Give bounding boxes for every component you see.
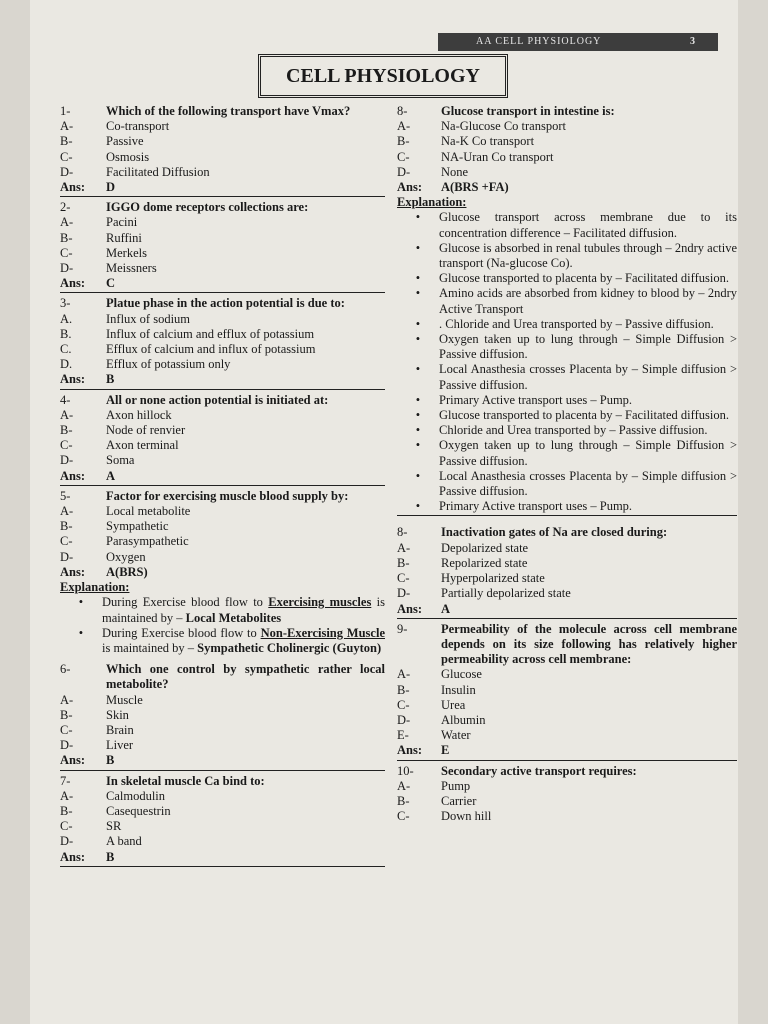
option-text: Calmodulin: [106, 788, 166, 803]
explanation-bullet: [397, 332, 737, 362]
option-row: [397, 794, 737, 809]
option-text: Carrier: [441, 793, 477, 808]
chapter-header-bar: [438, 33, 718, 51]
question-text: Inactivation gates of Na are closed during:: [441, 525, 668, 540]
option-label: A-: [60, 504, 74, 519]
bullet-text: Glucose transported to placenta by – Facilitated diffusion.: [439, 271, 729, 286]
explanation-bullet: [397, 408, 737, 423]
option-row: [397, 586, 737, 601]
option-text: Local metabolite: [106, 504, 191, 519]
bullet-text: Chloride and Urea transported by – Passive diffusion.: [439, 423, 708, 438]
bullet-dot: •: [415, 210, 421, 225]
option-text: Sympathetic: [106, 519, 169, 534]
divider: [397, 760, 737, 761]
divider: [60, 389, 385, 390]
question-text: Which of the following transport have Vmax?: [106, 104, 351, 118]
option-text: Down hill: [441, 809, 492, 824]
option-row: [60, 708, 385, 723]
option-label: A-: [60, 407, 74, 422]
option-label: C-: [397, 809, 410, 824]
option-label: B-: [60, 707, 73, 722]
answer-value: A: [441, 601, 451, 616]
option-row: [60, 534, 385, 549]
explanation-bullet: [397, 469, 737, 499]
option-label: D-: [60, 261, 74, 276]
divider: [397, 515, 737, 516]
option-label: C-: [397, 571, 410, 586]
option-label: A-: [397, 119, 411, 134]
option-label: C-: [60, 149, 73, 164]
answer-value: E: [441, 743, 450, 758]
explanation-bullet: [397, 438, 737, 468]
bullet-dot: •: [415, 468, 421, 483]
explanation-label: Explanation:: [60, 580, 130, 595]
question-number: 3-: [60, 296, 71, 311]
option-label: C.: [60, 342, 72, 357]
bullet-text: Local Anasthesia crosses Placenta by – Simple diffusion > Passive diffusion.: [439, 468, 737, 499]
answer-row: [60, 753, 385, 768]
option-row: [60, 150, 385, 165]
option-text: Influx of calcium and efflux of potassium: [106, 326, 315, 341]
answer-value: C: [106, 276, 116, 291]
explanation-bullet: [60, 595, 385, 625]
answer-row: [60, 372, 385, 387]
option-row: [397, 713, 737, 728]
bullet-text: Glucose transport across membrane due to its concentration difference – Facilitated diffusion.: [439, 210, 737, 240]
right-column: [397, 104, 737, 824]
bullet-dot: •: [415, 438, 421, 453]
option-row: [60, 693, 385, 708]
option-text: Passive: [106, 134, 144, 149]
option-text: Co-transport: [106, 119, 170, 134]
bullet-dot: •: [415, 240, 421, 255]
divider: [60, 292, 385, 293]
option-text: SR: [106, 819, 122, 834]
option-text: Facilitated Diffusion: [106, 164, 210, 179]
answer-label: Ans:: [60, 564, 86, 579]
answer-row: [60, 850, 385, 865]
option-label: D-: [60, 453, 74, 468]
option-label: D-: [397, 586, 411, 601]
option-row: [60, 408, 385, 423]
question-row: [60, 200, 385, 215]
text: is maintained by –: [102, 595, 385, 625]
question-number: 5-: [60, 488, 71, 503]
question-text: Glucose transport in intestine is:: [441, 104, 615, 118]
bullet-text: . Chloride and Urea transported by – Passive diffusion.: [439, 316, 714, 331]
option-text: A band: [106, 834, 142, 849]
underlined-text: Non-Exercising Muscle: [260, 625, 385, 640]
bullet-text: Primary Active transport uses – Pump.: [439, 499, 633, 514]
bold-text: Sympathetic Cholinergic (Guyton): [197, 640, 382, 655]
option-text: Oxygen: [106, 549, 146, 564]
option-row: [397, 779, 737, 794]
option-text: Axon terminal: [106, 438, 179, 453]
option-text: Efflux of potassium only: [106, 357, 231, 372]
explanation-bullet: [397, 317, 737, 332]
option-text: Muscle: [106, 692, 143, 707]
option-label: B-: [397, 134, 410, 149]
option-row: [60, 165, 385, 180]
divider: [60, 770, 385, 771]
option-text: Albumin: [441, 712, 486, 727]
explanation-bullet: [397, 423, 737, 438]
explanation-bullet: [397, 286, 737, 316]
option-text: Skin: [106, 707, 129, 722]
option-text: Repolarized state: [441, 555, 528, 570]
question-row: [60, 104, 385, 119]
option-text: Osmosis: [106, 149, 150, 164]
option-row: [397, 809, 737, 824]
question-row: [397, 104, 737, 119]
question-row: [60, 393, 385, 408]
option-label: C-: [60, 438, 73, 453]
option-label: B-: [397, 793, 410, 808]
option-text: Depolarized state: [441, 540, 529, 555]
option-row: [60, 438, 385, 453]
option-row: [60, 804, 385, 819]
option-text: Partially depolarized state: [441, 586, 571, 601]
answer-label: Ans:: [60, 468, 86, 483]
option-label: A-: [60, 215, 74, 230]
bullet-dot: •: [415, 392, 421, 407]
answer-value: B: [106, 372, 115, 387]
option-text: NA-Uran Co transport: [441, 149, 554, 164]
question-number: 8-: [397, 104, 408, 118]
question-number: 2-: [60, 200, 71, 215]
bullet-dot: •: [415, 271, 421, 286]
option-row: [60, 423, 385, 438]
answer-label: Ans:: [60, 849, 86, 864]
option-row: [60, 453, 385, 468]
bullet-text: Primary Active transport uses – Pump.: [439, 392, 633, 407]
option-text: Axon hillock: [106, 407, 172, 422]
explanation-bullet: [397, 393, 737, 408]
bullet-dot: •: [415, 423, 421, 438]
option-label: C-: [60, 722, 73, 737]
option-row: [60, 134, 385, 149]
answer-row: [60, 180, 385, 195]
bullet-text: Local Anasthesia crosses Placenta by – Simple diffusion > Passive diffusion.: [439, 362, 737, 392]
option-row: [60, 231, 385, 246]
option-label: A-: [397, 540, 411, 555]
answer-label: Ans:: [60, 372, 86, 387]
option-text: Glucose: [441, 667, 482, 682]
option-row: [60, 357, 385, 372]
bullet-dot: •: [415, 362, 421, 377]
option-label: C-: [397, 697, 410, 712]
option-label: B-: [60, 230, 73, 245]
question-number: 8-: [397, 525, 408, 540]
explanation-bullet: [397, 241, 737, 271]
bullet-dot: •: [78, 625, 84, 640]
option-label: C-: [397, 149, 410, 164]
option-row: [60, 738, 385, 753]
option-row: [60, 327, 385, 342]
question-row: [60, 662, 385, 692]
question-text: IGGO dome receptors collections are:: [106, 200, 309, 215]
page-title: CELL PHYSIOLOGY: [258, 54, 508, 98]
option-text: Hyperpolarized state: [441, 571, 545, 586]
answer-label: Ans:: [397, 743, 423, 758]
option-row: [60, 550, 385, 565]
option-text: Parasympathetic: [106, 534, 189, 549]
option-row: [60, 789, 385, 804]
option-row: [397, 119, 737, 134]
bullet-text: [102, 595, 385, 625]
option-text: Efflux of calcium and influx of potassium: [106, 342, 316, 357]
option-label: C-: [60, 534, 73, 549]
bullet-dot: •: [415, 332, 421, 347]
option-label: D-: [60, 164, 74, 179]
option-label: D.: [60, 357, 73, 372]
option-text: Brain: [106, 722, 134, 737]
question-number: 9-: [397, 621, 408, 636]
option-row: [60, 819, 385, 834]
option-row: [60, 215, 385, 230]
option-row: [60, 119, 385, 134]
explanation-bullet: [397, 362, 737, 392]
question-row: [397, 525, 737, 540]
bullet-dot: •: [415, 286, 421, 301]
divider: [60, 866, 385, 867]
option-row: [397, 541, 737, 556]
bullet-text: [102, 626, 385, 656]
answer-row: [60, 565, 385, 580]
answer-value: B: [106, 849, 115, 864]
question-number: 4-: [60, 392, 71, 407]
option-text: Pacini: [106, 215, 138, 230]
bullet-dot: •: [415, 499, 421, 514]
explanation-bullet: [397, 271, 737, 286]
bullet-dot: •: [415, 316, 421, 331]
option-label: D-: [60, 738, 74, 753]
option-label: B-: [60, 134, 73, 149]
option-row: [397, 150, 737, 165]
option-text: Water: [441, 728, 471, 743]
chapter-title: AA CELL PHYSIOLOGY: [476, 36, 602, 47]
option-label: E-: [397, 728, 409, 743]
option-text: Urea: [441, 697, 466, 712]
question-row: [60, 774, 385, 789]
bullet-text: Oxygen taken up to lung through – Simple Diffusion > Passive diffusion.: [439, 332, 737, 362]
question-row: [397, 764, 737, 779]
option-label: A-: [60, 788, 74, 803]
answer-row: [60, 276, 385, 291]
option-row: [60, 261, 385, 276]
option-text: Insulin: [441, 682, 476, 697]
option-text: Ruffini: [106, 230, 142, 245]
option-row: [397, 134, 737, 149]
text: During Exercise blood flow to: [102, 595, 269, 610]
option-label: A-: [397, 667, 411, 682]
answer-value: A(BRS): [106, 564, 148, 579]
option-text: Na-Glucose Co transport: [441, 119, 566, 134]
answer-label: Ans:: [60, 276, 86, 291]
answer-row: [397, 602, 737, 617]
option-label: B-: [397, 682, 410, 697]
explanation-bullet: [397, 210, 737, 240]
question-text: Which one control by sympathetic rather local metabolite?: [106, 662, 385, 692]
answer-value: A: [106, 468, 116, 483]
question-row: [60, 489, 385, 504]
answer-value: D: [106, 180, 116, 195]
option-row: [60, 519, 385, 534]
option-row: [60, 723, 385, 738]
option-label: A-: [397, 778, 411, 793]
explanation-label: Explanation:: [397, 195, 467, 210]
question-number: 10-: [397, 763, 414, 778]
option-text: Casequestrin: [106, 803, 171, 818]
question-number: 1-: [60, 104, 71, 118]
bullet-dot: •: [415, 408, 421, 423]
answer-label: Ans:: [397, 180, 423, 195]
option-row: [60, 834, 385, 849]
answer-label: Ans:: [397, 601, 423, 616]
option-label: C-: [60, 245, 73, 260]
option-row: [397, 571, 737, 586]
option-text: None: [441, 164, 469, 179]
bold-text: Local Metabolites: [185, 610, 282, 625]
bullet-text: Amino acids are absorbed from kidney to blood by – 2ndry Active Transport: [439, 286, 737, 316]
option-label: A-: [60, 119, 74, 134]
bullet-text: Glucose transported to placenta by – Facilitated diffusion.: [439, 408, 729, 423]
option-row: [60, 246, 385, 261]
option-row: [397, 556, 737, 571]
bullet-text: Glucose is absorbed in renal tubules through – 2ndry active transport (Na-glucose Co).: [439, 240, 737, 271]
left-column: [60, 104, 385, 870]
option-label: B-: [60, 519, 73, 534]
text: is maintained by –: [102, 640, 198, 655]
page-number: 3: [690, 36, 696, 47]
option-row: [397, 683, 737, 698]
option-text: Soma: [106, 453, 135, 468]
question-number: 7-: [60, 773, 71, 788]
answer-label: Ans:: [60, 180, 86, 195]
question-row: [397, 622, 737, 668]
answer-value: A(BRS +FA): [441, 180, 509, 195]
option-row: [397, 728, 737, 743]
option-label: A.: [60, 311, 73, 326]
bullet-text: Oxygen taken up to lung through – Simple Diffusion > Passive diffusion.: [439, 438, 737, 468]
option-text: Na-K Co transport: [441, 134, 535, 149]
option-text: Influx of sodium: [106, 311, 191, 326]
answer-label: Ans:: [60, 753, 86, 768]
option-label: D-: [397, 164, 411, 179]
question-text: Secondary active transport requires:: [441, 763, 637, 778]
question-text: Platue phase in the action potential is due to:: [106, 296, 345, 311]
option-text: Meissners: [106, 261, 157, 276]
option-row: [60, 504, 385, 519]
option-label: D-: [60, 834, 74, 849]
explanation-bullet: [60, 626, 385, 656]
option-row: [397, 698, 737, 713]
answer-row: [60, 469, 385, 484]
option-label: C-: [60, 819, 73, 834]
divider: [397, 618, 737, 619]
option-label: B-: [397, 555, 410, 570]
option-label: B-: [60, 803, 73, 818]
question-text: Permeability of the molecule across cell membrane depends on its size following has relatively higher permeability across cell membrane:: [441, 621, 737, 667]
divider: [60, 485, 385, 486]
option-label: A-: [60, 692, 74, 707]
answer-row: [397, 743, 737, 758]
question-row: [60, 296, 385, 311]
answer-value: B: [106, 753, 115, 768]
option-label: D-: [397, 712, 411, 727]
option-text: Liver: [106, 738, 134, 753]
answer-row: [397, 180, 737, 195]
option-text: Pump: [441, 778, 471, 793]
question-number: 6-: [60, 662, 71, 677]
text: During Exercise blood flow to: [102, 625, 261, 640]
option-text: Merkels: [106, 245, 147, 260]
option-label: B-: [60, 423, 73, 438]
option-label: B.: [60, 326, 72, 341]
question-text: All or none action potential is initiated at:: [106, 392, 329, 407]
explanation-bullet: [397, 499, 737, 514]
option-row: [397, 667, 737, 682]
option-text: Node of renvier: [106, 423, 186, 438]
option-row: [60, 342, 385, 357]
question-text: In skeletal muscle Ca bind to:: [106, 773, 265, 788]
option-row: [60, 312, 385, 327]
divider: [60, 196, 385, 197]
option-row: [397, 165, 737, 180]
bullet-dot: •: [78, 595, 84, 610]
question-text: Factor for exercising muscle blood supply by:: [106, 488, 349, 503]
underlined-text: Exercising muscles: [268, 595, 372, 610]
option-label: D-: [60, 549, 74, 564]
